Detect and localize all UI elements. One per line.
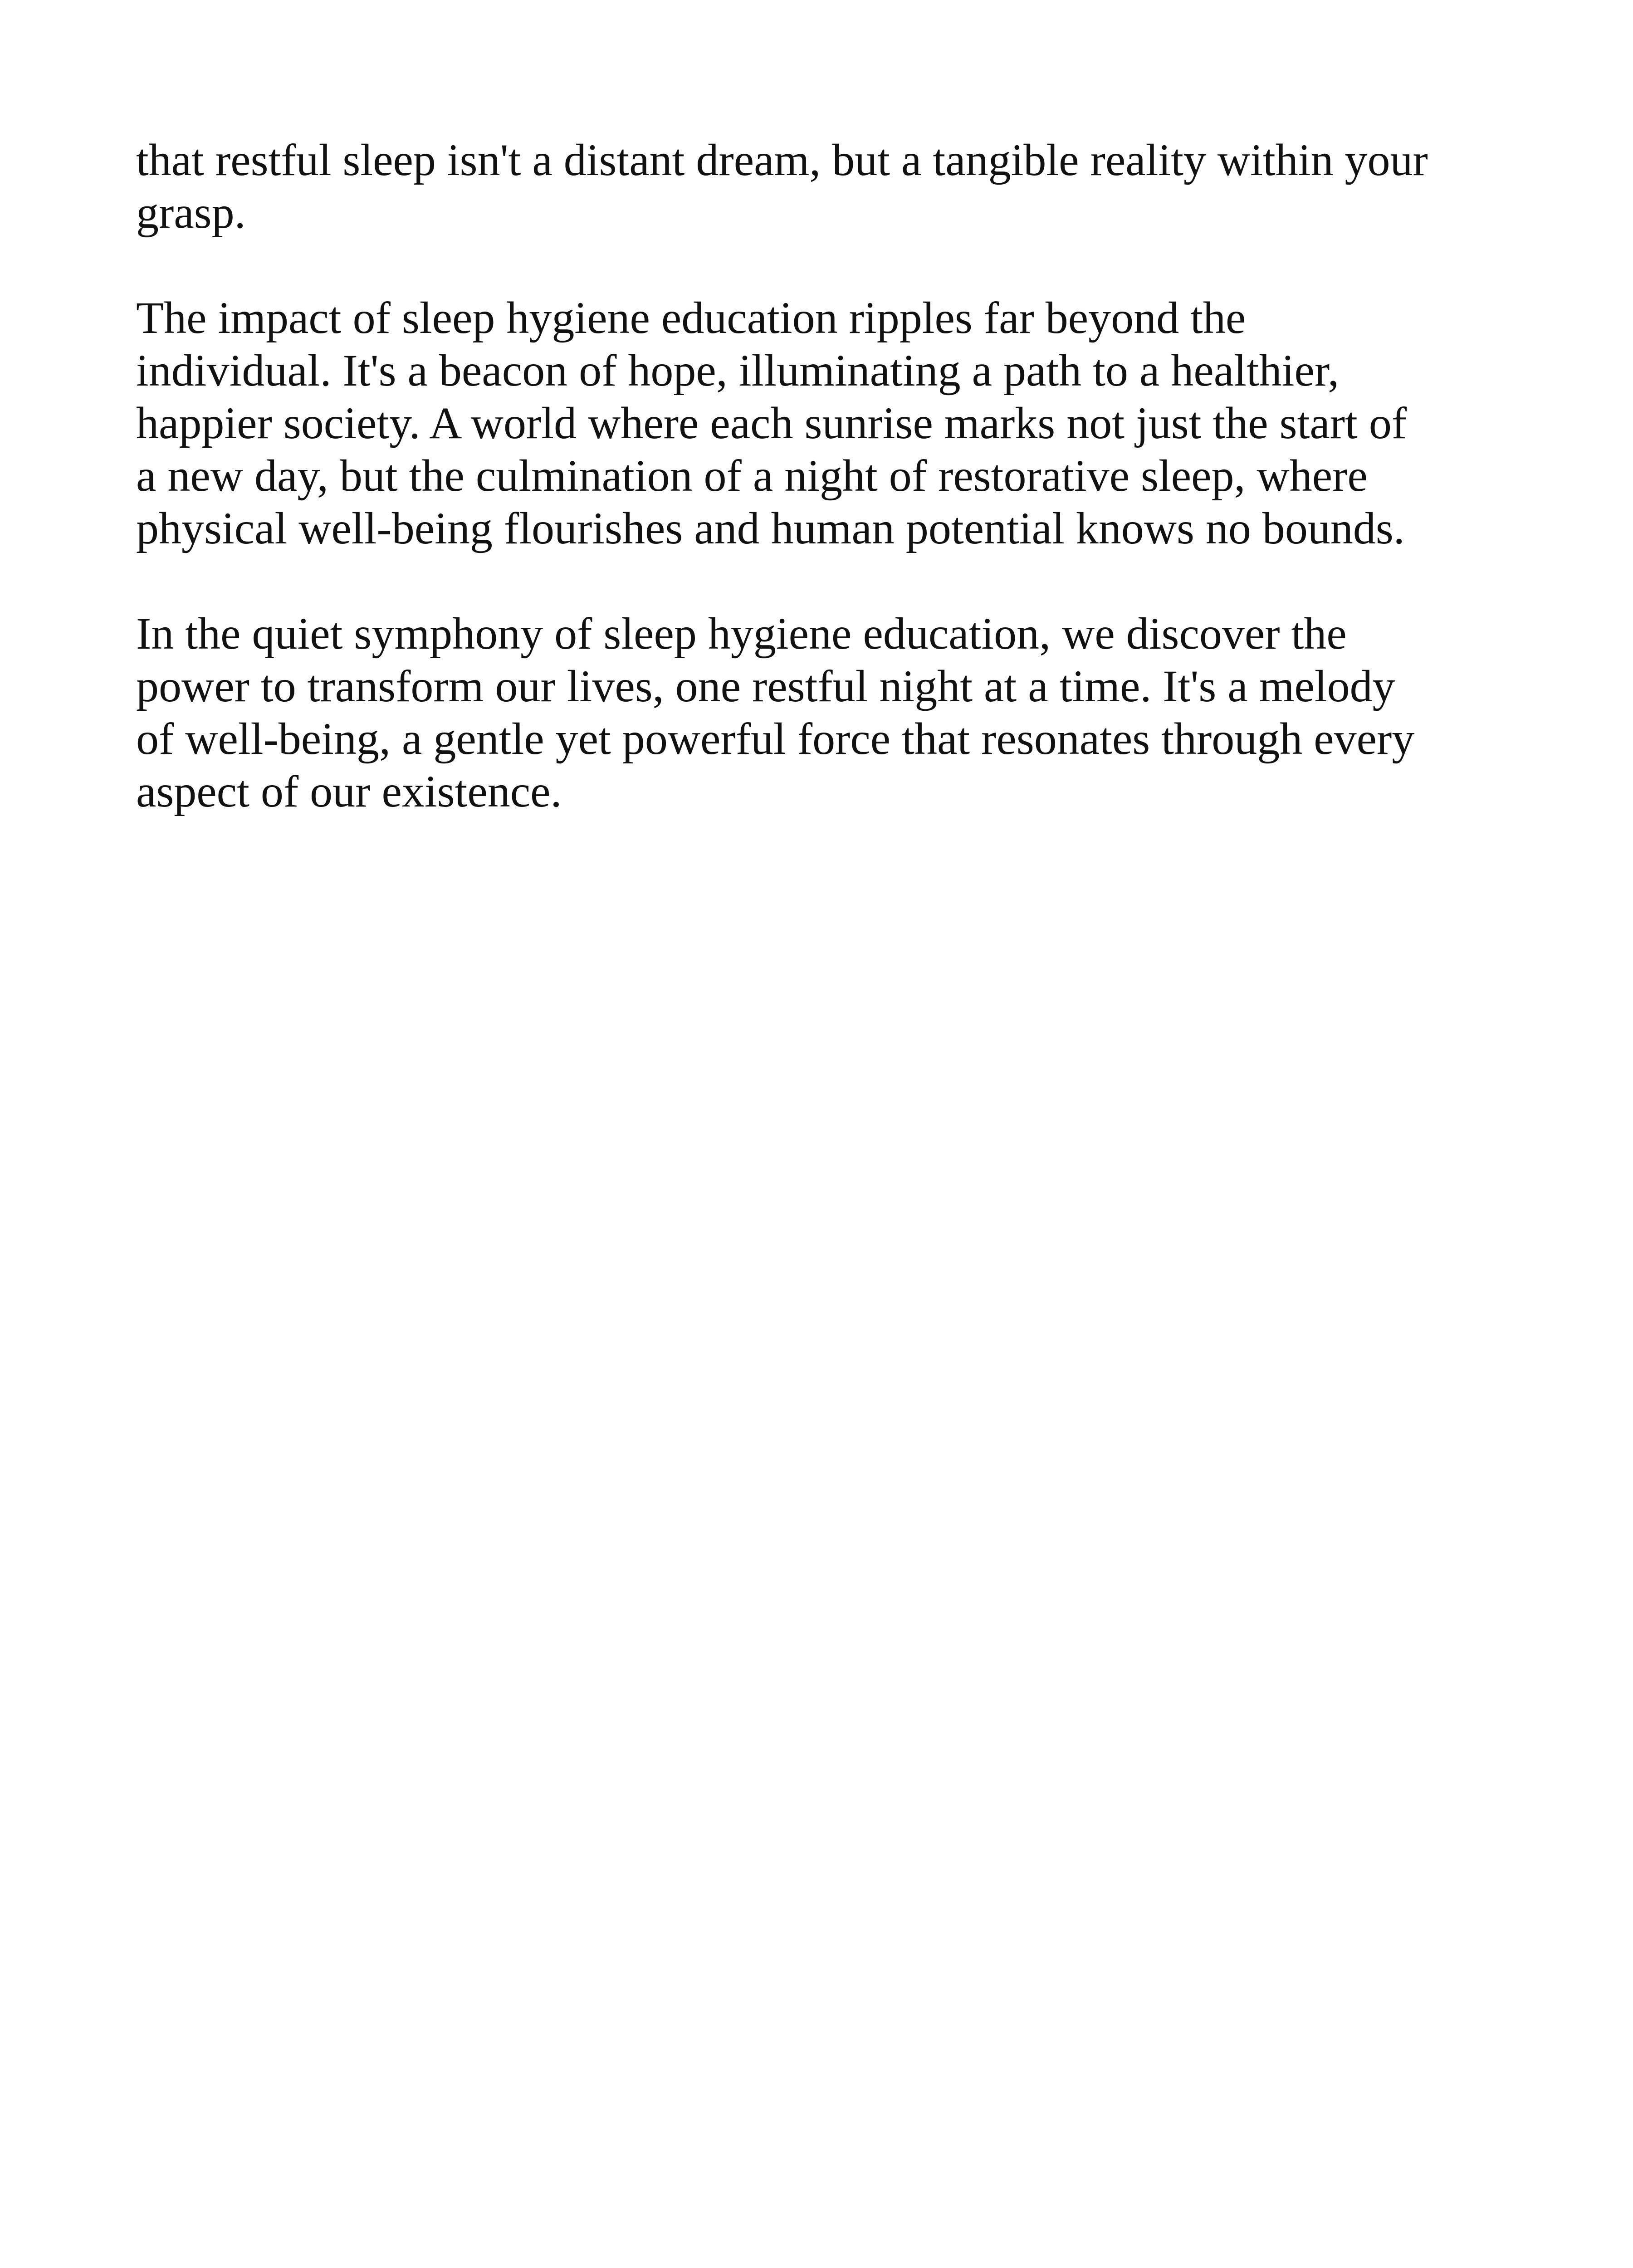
body-text [136,134,1479,870]
paragraph-3: In the quiet symphony of sleep hygiene education, we discover the power to transform our lives, one restful night at a time. It's a melody of well-being, a gentle yet powerful force that resonates through every aspect of our existence. [136,608,1415,816]
paragraph-2: The impact of sleep hygiene education ripples far beyond the individual. It's a beacon of hope, illuminating a path to a healthier, happier society. A world where each sunrise marks not just the start of a new day, but the culmination of a night of restorative sleep, where physical well-being flourishes and human potential knows no bounds. [136,293,1407,553]
paragraph-1: that restful sleep isn't a distant dream, but a tangible reality within your grasp. [136,135,1428,238]
